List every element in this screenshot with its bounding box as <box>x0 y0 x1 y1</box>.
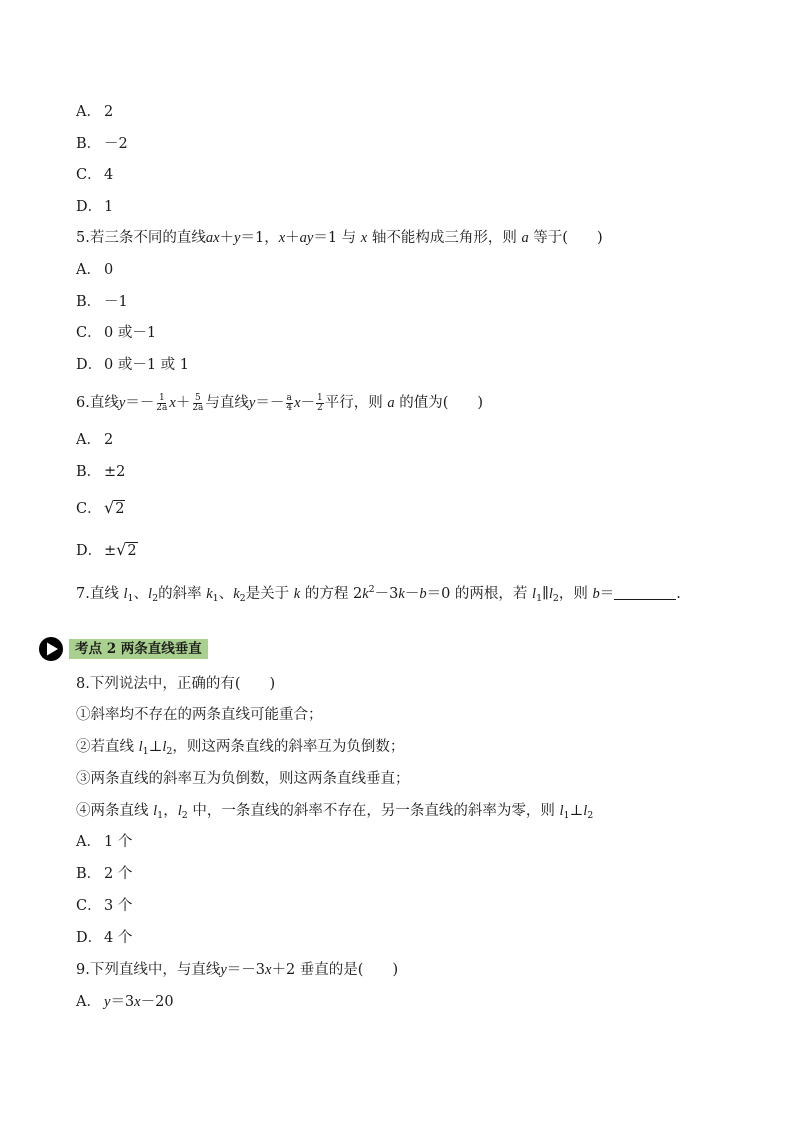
text-fragment: a <box>286 392 292 403</box>
text-fragment: 2 <box>104 432 114 448</box>
math-variable: l <box>123 586 128 602</box>
text-fragment: 2 <box>552 593 559 604</box>
section-title: 考点 2 两条直线垂直 <box>69 639 208 659</box>
text-fragment: ⊥ <box>569 803 584 819</box>
text-fragment: C． <box>76 898 102 914</box>
text-fragment: 、 <box>218 586 234 602</box>
text-fragment: ， <box>163 803 178 819</box>
text-fragment: 0 或－1 <box>104 325 157 341</box>
text-fragment: 3 个 <box>104 898 133 914</box>
text-fragment: 下列说法中，正确的有( ) <box>89 676 276 692</box>
text-fragment: 2a <box>156 402 168 413</box>
text-fragment: ⊥ <box>148 739 163 755</box>
q5-option-b <box>76 292 128 312</box>
text-fragment: 轴不能构成三角形，则 <box>367 230 522 246</box>
text-fragment: ＝ <box>599 586 615 602</box>
text-fragment: 2 <box>152 593 159 604</box>
text-fragment: ＝3 <box>110 994 135 1010</box>
text-fragment: ＝1， <box>240 230 279 246</box>
text-fragment: A． <box>76 104 101 120</box>
math-variable: b <box>592 586 600 602</box>
q8-option-d <box>76 928 132 948</box>
text-fragment: 2 <box>368 584 375 595</box>
fraction <box>285 394 293 413</box>
math-variable: l <box>153 803 158 819</box>
text-fragment: ±2 <box>104 464 126 480</box>
text-fragment: √ <box>104 498 115 517</box>
text-fragment: 5 <box>194 392 201 403</box>
math-variable: k <box>206 586 213 602</box>
q4-option-a <box>76 102 113 122</box>
play-arrow-icon <box>38 636 64 662</box>
math-variable: x <box>134 994 141 1010</box>
text-fragment: 4 <box>104 167 114 183</box>
sqrt-expression <box>104 499 125 517</box>
q8-option-a <box>76 832 132 852</box>
text-fragment: C． <box>76 325 102 341</box>
math-variable: x <box>278 230 286 246</box>
math-variable: y <box>104 994 111 1010</box>
text-fragment: D． <box>76 199 103 215</box>
text-fragment: D． <box>76 357 103 373</box>
q6-option-a <box>76 430 113 450</box>
text-fragment: 6. <box>76 395 90 411</box>
text-fragment: 等于( ) <box>528 230 603 246</box>
text-fragment: C． <box>76 167 102 183</box>
text-fragment: √ <box>116 540 127 559</box>
text-fragment: 1 <box>158 392 165 403</box>
text-fragment: 的斜率 <box>158 586 207 602</box>
text-fragment: 1 <box>212 593 219 604</box>
text-fragment: ，则 <box>558 586 593 602</box>
text-fragment: － <box>300 395 316 411</box>
math-variable: l <box>548 586 553 602</box>
section-header <box>38 636 208 662</box>
q7-stem <box>76 580 681 609</box>
math-variable: y <box>248 395 256 411</box>
math-variable: k <box>293 586 301 602</box>
text-fragment: 9. <box>76 962 90 978</box>
math-variable: y <box>118 395 126 411</box>
sqrt-expression <box>116 541 137 559</box>
text-fragment: ＋ <box>175 395 191 411</box>
text-fragment: ②若直线 <box>76 739 139 755</box>
text-fragment: ± <box>104 543 117 559</box>
text-fragment: 1 <box>563 810 570 821</box>
text-fragment: ＝－ <box>255 395 285 411</box>
q8-statement-4 <box>76 801 593 826</box>
q4-option-d <box>76 197 113 217</box>
math-variable: l <box>177 803 182 819</box>
text-fragment: 1 <box>157 810 164 821</box>
text-fragment: A． <box>76 994 101 1010</box>
text-fragment: 的方程 2 <box>300 586 363 602</box>
text-fragment: 直线 <box>89 586 124 602</box>
math-variable: x <box>265 962 272 978</box>
math-variable: k <box>362 586 369 602</box>
text-fragment: . <box>676 586 681 602</box>
q6-stem <box>76 391 483 415</box>
q6-option-b <box>76 462 125 482</box>
math-variable: l <box>532 586 537 602</box>
math-variable: k <box>398 586 405 602</box>
q5-option-d <box>76 355 189 375</box>
text-fragment: －1 <box>104 294 128 310</box>
text-fragment: 0 <box>104 262 114 278</box>
text-fragment: 5. <box>76 230 90 246</box>
text-fragment: 4 <box>286 402 293 413</box>
text-fragment: A． <box>76 432 101 448</box>
q8-statement-1 <box>76 705 323 725</box>
text-fragment: 的值为( ) <box>394 395 484 411</box>
text-fragment: A． <box>76 262 101 278</box>
math-variable: b <box>419 586 427 602</box>
math-variable: l <box>148 586 153 602</box>
math-variable: l <box>559 803 564 819</box>
text-fragment: 1 <box>142 746 149 757</box>
text-fragment: ＝－ <box>125 395 155 411</box>
text-fragment: 2 <box>115 501 125 517</box>
text-fragment: －2 <box>104 136 128 152</box>
text-fragment: 若三条不同的直线 <box>89 230 206 246</box>
text-fragment: 2 <box>239 593 246 604</box>
text-fragment: B． <box>76 294 102 310</box>
text-fragment: －3 <box>374 586 399 602</box>
text-fragment: －20 <box>140 994 174 1010</box>
math-variable: a <box>387 395 395 411</box>
text-fragment: 2 <box>587 810 594 821</box>
text-fragment: － <box>404 586 420 602</box>
q8-option-b <box>76 864 132 884</box>
answer-blank[interactable] <box>614 585 676 600</box>
text-fragment: ①斜率均不存在的两条直线可能重合； <box>76 707 323 723</box>
text-fragment: ，则这两条直线的斜率互为负倒数； <box>172 739 405 755</box>
text-fragment: D． <box>76 543 103 559</box>
text-fragment: 1 <box>536 593 543 604</box>
math-variable: ax <box>205 230 220 246</box>
q9-option-a <box>76 992 174 1012</box>
q6-option-d <box>76 541 138 561</box>
q8-option-c <box>76 896 132 916</box>
text-fragment: 2 <box>127 543 137 559</box>
q4-option-c <box>76 165 113 185</box>
math-variable: y <box>234 230 241 246</box>
text-fragment: 1 <box>127 593 134 604</box>
text-fragment: ＝－3 <box>226 962 266 978</box>
text-fragment: 是关于 <box>245 586 294 602</box>
fraction <box>316 394 324 413</box>
text-fragment: ③两条直线的斜率互为负倒数，则这两条直线垂直； <box>76 771 410 787</box>
text-fragment: ∥ <box>542 586 549 602</box>
text-fragment: 2a <box>192 402 204 413</box>
text-fragment: ＋ <box>219 230 235 246</box>
text-fragment: 4 个 <box>104 930 133 946</box>
text-fragment: ＝1 与 <box>313 230 361 246</box>
q9-stem <box>76 960 398 980</box>
text-fragment: 、 <box>133 586 149 602</box>
text-fragment: 1 个 <box>104 834 133 850</box>
math-variable: k <box>233 586 240 602</box>
text-fragment: 与直线 <box>205 395 249 411</box>
math-variable: y <box>220 962 227 978</box>
text-fragment: 1 <box>104 199 114 215</box>
math-variable: x <box>169 395 176 411</box>
math-variable: l <box>138 739 143 755</box>
text-fragment: 0 或－1 或 1 <box>104 357 190 373</box>
math-variable: l <box>162 739 167 755</box>
q5-option-a <box>76 260 113 280</box>
fraction <box>155 394 168 413</box>
math-variable: x <box>360 230 368 246</box>
q8-statement-2 <box>76 737 404 762</box>
text-fragment: ④两条直线 <box>76 803 154 819</box>
text-fragment: 7. <box>76 586 90 602</box>
math-variable: l <box>583 803 588 819</box>
math-variable: ay <box>299 230 314 246</box>
q8-stem <box>76 674 275 694</box>
text-fragment: D． <box>76 930 103 946</box>
text-fragment: B． <box>76 464 102 480</box>
q5-stem <box>76 228 603 248</box>
math-variable: a <box>521 230 529 246</box>
text-fragment: ＋2 垂直的是( ) <box>271 962 399 978</box>
q6-option-c <box>76 499 125 519</box>
text-fragment: 2 <box>181 810 188 821</box>
text-fragment: 2 <box>104 104 114 120</box>
text-fragment: B． <box>76 866 102 882</box>
text-fragment: 8. <box>76 676 90 692</box>
text-fragment: C． <box>76 501 102 517</box>
text-fragment: ＋ <box>285 230 300 246</box>
math-variable: x <box>294 395 301 411</box>
q5-option-c <box>76 323 156 343</box>
text-fragment: 2 个 <box>104 866 133 882</box>
text-fragment: 直线 <box>89 395 119 411</box>
text-fragment: 2 <box>166 746 173 757</box>
text-fragment: B． <box>76 136 102 152</box>
text-fragment: 平行，则 <box>324 395 388 411</box>
text-fragment: 1 <box>317 392 323 403</box>
text-fragment: ＝0 的两根，若 <box>426 586 533 602</box>
q8-statement-3 <box>76 769 410 789</box>
text-fragment: A． <box>76 834 101 850</box>
text-fragment: 2 <box>317 402 323 413</box>
q4-option-b <box>76 134 128 154</box>
fraction <box>191 394 204 413</box>
text-fragment: 下列直线中，与直线 <box>89 962 221 978</box>
text-fragment: 中，一条直线的斜率不存在，另一条直线的斜率为零，则 <box>187 803 560 819</box>
